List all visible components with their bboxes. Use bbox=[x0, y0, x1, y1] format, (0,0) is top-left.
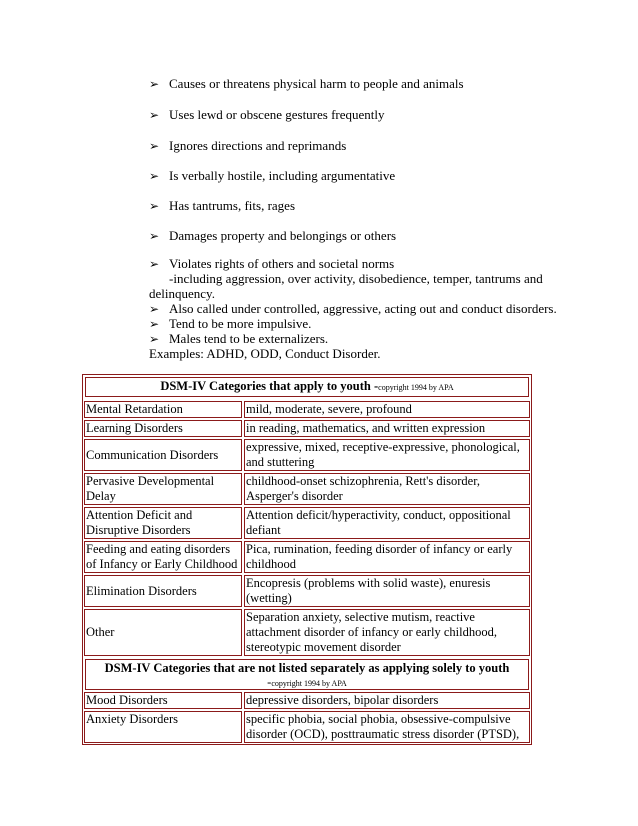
category-cell: Mental Retardation bbox=[84, 401, 242, 418]
bullet-item bbox=[149, 316, 311, 332]
copyright-dash: - bbox=[267, 675, 272, 689]
continuation-line: delinquency. bbox=[149, 286, 215, 301]
bullet-text: Violates rights of others and societal norms bbox=[169, 256, 395, 271]
description-cell: specific phobia, social phobia, obsessive-compulsive disorder (OCD), posttraumatic stress disorder (PTSD), bbox=[244, 711, 530, 743]
examples-line: Examples: ADHD, ODD, Conduct Disorder. bbox=[149, 346, 381, 361]
bullet-text: Males tend to be externalizers. bbox=[169, 331, 329, 346]
bullet-item bbox=[149, 168, 395, 184]
category-cell: Elimination Disorders bbox=[84, 575, 242, 607]
table-row bbox=[83, 691, 531, 710]
bullet-item bbox=[149, 228, 396, 244]
table-row bbox=[83, 419, 531, 438]
category-cell: Communication Disorders bbox=[84, 439, 242, 471]
category-cell: Other bbox=[84, 609, 242, 656]
bullet-text: Also called under controlled, aggressive, acting out and conduct disorders. bbox=[169, 301, 557, 316]
arrow-bullet-icon: ➢ bbox=[149, 302, 160, 316]
description-cell: mild, moderate, severe, profound bbox=[244, 401, 530, 418]
table-subheader bbox=[85, 659, 529, 690]
bullet-item bbox=[149, 256, 394, 272]
category-cell: Anxiety Disorders bbox=[84, 711, 242, 743]
bullet-item bbox=[149, 301, 557, 317]
description-cell: childhood-onset schizophrenia, Rett's disorder, Asperger's disorder bbox=[244, 473, 530, 505]
table-header bbox=[85, 377, 529, 397]
description-cell: Pica, rumination, feeding disorder of infancy or early childhood bbox=[244, 541, 530, 573]
bullet-item bbox=[149, 138, 346, 154]
table-row bbox=[83, 710, 531, 744]
category-cell: Attention Deficit and Disruptive Disorders bbox=[84, 507, 242, 539]
arrow-bullet-icon: ➢ bbox=[149, 317, 160, 331]
bullet-text: Causes or threatens physical harm to people and animals bbox=[169, 76, 464, 91]
description-cell: Separation anxiety, selective mutism, reactive attachment disorder of infancy or early childhood, stereotypic movement disorder bbox=[244, 609, 530, 656]
description-cell: depressive disorders, bipolar disorders bbox=[244, 692, 530, 709]
copyright-note: copyright 1994 by APA bbox=[271, 679, 347, 688]
table-row bbox=[83, 574, 531, 608]
description-cell: expressive, mixed, receptive-expressive, phonological, and stuttering bbox=[244, 439, 530, 471]
arrow-bullet-icon: ➢ bbox=[149, 229, 160, 243]
table-row bbox=[83, 608, 531, 657]
arrow-bullet-icon: ➢ bbox=[149, 332, 160, 346]
category-cell: Pervasive Developmental Delay bbox=[84, 473, 242, 505]
table-row bbox=[83, 438, 531, 472]
arrow-bullet-icon: ➢ bbox=[149, 108, 160, 122]
table-row bbox=[83, 472, 531, 506]
bullet-text: Tend to be more impulsive. bbox=[169, 316, 312, 331]
table-row bbox=[83, 540, 531, 574]
table-header-title: DSM-IV Categories that apply to youth - bbox=[160, 379, 379, 393]
copyright-note: copyright 1994 by APA bbox=[378, 383, 454, 392]
arrow-bullet-icon: ➢ bbox=[149, 169, 160, 183]
category-cell: Learning Disorders bbox=[84, 420, 242, 437]
bullet-item bbox=[149, 107, 385, 123]
continuation-line: -including aggression, over activity, disobedience, temper, tantrums and bbox=[169, 271, 543, 286]
bullet-text: Is verbally hostile, including argumentative bbox=[169, 168, 396, 183]
bullet-item bbox=[149, 198, 295, 214]
table-subheader-title: DSM-IV Categories that are not listed separately as applying solely to youth bbox=[104, 661, 510, 675]
arrow-bullet-icon: ➢ bbox=[149, 139, 160, 153]
arrow-bullet-icon: ➢ bbox=[149, 199, 160, 213]
table-row bbox=[83, 506, 531, 540]
arrow-bullet-icon: ➢ bbox=[149, 77, 160, 91]
description-cell: Encopresis (problems with solid waste), enuresis (wetting) bbox=[244, 575, 530, 607]
bullet-text: Has tantrums, fits, rages bbox=[169, 198, 296, 213]
bullet-text: Damages property and belongings or others bbox=[169, 228, 397, 243]
description-cell: in reading, mathematics, and written expression bbox=[244, 420, 530, 437]
bullet-text: Uses lewd or obscene gestures frequently bbox=[169, 107, 385, 122]
category-cell: Mood Disorders bbox=[84, 692, 242, 709]
category-cell: Feeding and eating disorders of Infancy or Early Childhood bbox=[84, 541, 242, 573]
dsm-table bbox=[82, 374, 532, 745]
bullet-item bbox=[149, 331, 328, 347]
bullet-item bbox=[149, 76, 464, 92]
arrow-bullet-icon: ➢ bbox=[149, 257, 160, 271]
bullet-text: Ignores directions and reprimands bbox=[169, 138, 347, 153]
table-row bbox=[83, 400, 531, 419]
description-cell: Attention deficit/hyperactivity, conduct, oppositional defiant bbox=[244, 507, 530, 539]
